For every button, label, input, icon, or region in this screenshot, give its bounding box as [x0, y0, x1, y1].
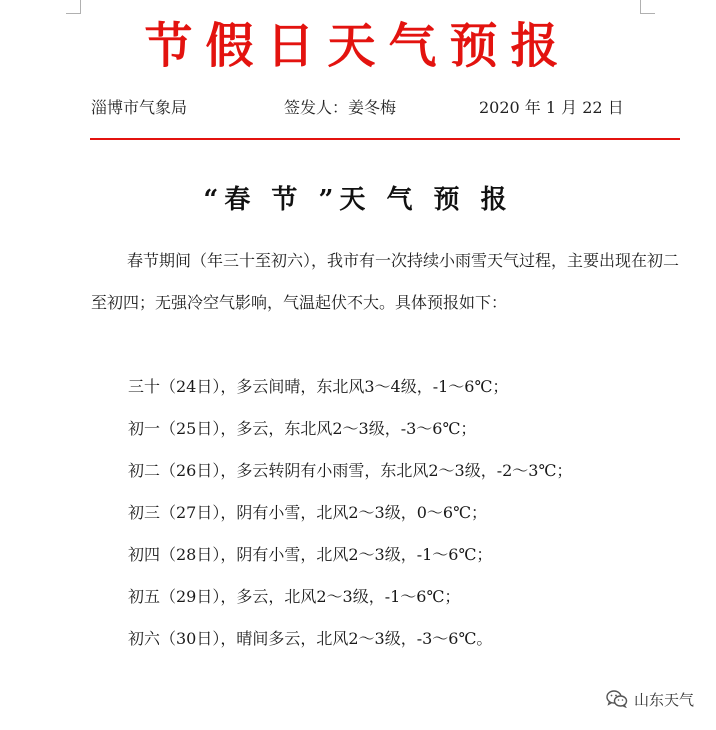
masthead-title: 节假日天气预报 — [144, 18, 572, 74]
page-corner-mark-right — [640, 0, 655, 14]
document-title: “春 节 ”天 气 预 报 — [203, 185, 513, 215]
watermark-label: 山东天气 — [633, 690, 694, 709]
page-corner-mark-left — [66, 0, 81, 14]
forecast-day-7: 初六（30日），晴间多云，北风2～3级，-3～6℃。 — [128, 629, 493, 648]
header-divider — [90, 138, 680, 140]
forecast-day-4: 初三（27日），阴有小雪，北风2～3级，0～6℃； — [128, 503, 487, 522]
signer: 签发人：姜冬梅 — [284, 98, 397, 117]
issue-date: 2020 年 1 月 22 日 — [479, 98, 624, 117]
source-watermark — [606, 688, 694, 710]
forecast-day-3: 初二（26日），多云转阴有小雨雪，东北风2～3级，-2～3℃； — [128, 461, 573, 480]
forecast-day-1: 三十（24日），多云间晴，东北风3～4级，-1～6℃； — [128, 377, 509, 396]
issuing-agency: 淄博市气象局 — [91, 98, 188, 117]
forecast-day-5: 初四（28日），阴有小雪，北风2～3级，-1～6℃； — [128, 545, 493, 564]
intro-paragraph: 春节期间（年三十至初六），我市有一次持续小雨雪天气过程，主要出现在初二至初四；无强冷空气影响，气温起伏不大。具体预报如下： — [91, 251, 680, 312]
forecast-day-6: 初五（29日），多云，北风2～3级，-1～6℃； — [128, 587, 461, 606]
wechat-icon — [606, 690, 628, 708]
forecast-list — [128, 366, 688, 660]
forecast-day-2: 初一（25日），多云，东北风2～3级，-3～6℃； — [128, 419, 477, 438]
